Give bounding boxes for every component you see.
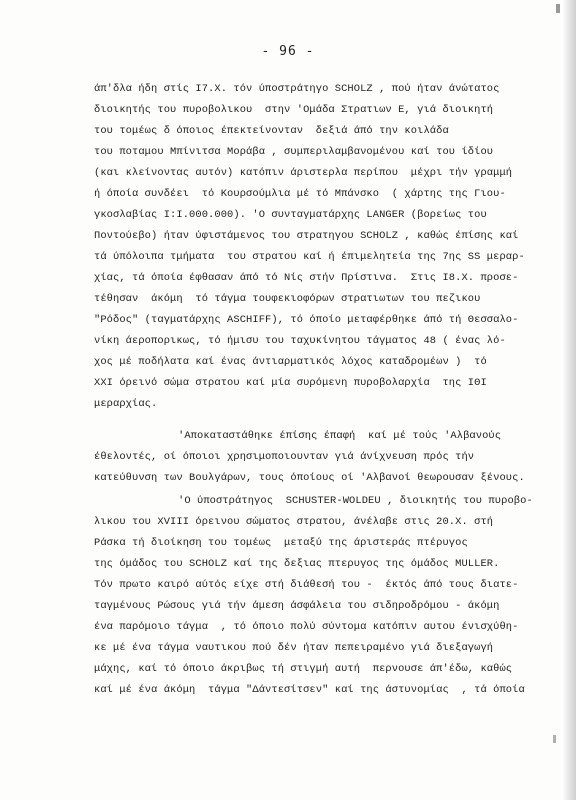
page-edge-shadow (562, 0, 576, 800)
text-line: Ποντούεβο) ήταν ύφιστάμενος του στρατηγου SCHOLZ , καθώς έπίσης καί (94, 230, 519, 242)
text-line: της όμάδος του SCHOLZ καί της δεξιας πτερυγος της όμάδος MULLER. (94, 558, 500, 570)
text-line: καί μέ ένα άκόμη τάγμα "Δάντεσίτσεν" καί της άστυνομίας , τά όποία (94, 684, 525, 696)
text-line: 'Ο ύποστράτηγος SCHUSTER-WOLDEU , διοικητής του πυροβο- (178, 495, 533, 507)
text-line: Τόν πρωτο καιρό αύτός είχε στή διάθεσή του - έκτός άπό τους διατε- (94, 579, 519, 591)
text-line: μάχης, καί τό όποιο άκριβως τή στιγμή αυτή περνουσε άπ'έδω, καθώς (94, 663, 513, 675)
text-line: μεραρχίας. (94, 398, 158, 410)
scan-mark-bottom (553, 735, 556, 743)
text-line: χίας, τά όποία έφθασαν άπό τό Νίς στήν Πρίστινα. Στις Ι8.Χ. προσε- (94, 272, 519, 284)
text-line: κε μέ ένα τάγμα ναυτικου πού δέν ήταν πεπειραμένο γιά διεξαγωγή (94, 642, 494, 654)
text-line: ή όποία συνδέει τό Κουρσούμλια μέ τό Μπάνσκο ( χάρτης της Γιου- (94, 188, 506, 200)
page-number: - 96 - (261, 44, 315, 59)
text-line: ΧΧΙ όρεινό σώμα στρατου καί μία συρόμενη πυροβολαρχία της ΙΘΙ (94, 377, 487, 389)
scan-mark-top (556, 4, 560, 13)
text-line: λικου του XVIII όρεινου σώματος στρατου, άνέλαβε στις 20.Χ. στή (94, 516, 494, 528)
text-line: διοικητής του πυροβολικου στην 'Ομάδα Στρατιων Ε, γιά διοικητή (94, 104, 494, 116)
text-line: τέθησαν άκόμη τό τάγμα τουφεκιοφόρων στρατιωτων του πεζικου (94, 293, 481, 305)
text-line: (και κλείνοντας αυτόν) κατόπιν άριστερλα περίπου μέχρι τήν γραμμή (94, 167, 513, 179)
text-line: του τομέως δ όποιος έπεκτείνονταν δεξιά άπό την κοιλάδα (94, 125, 449, 137)
text-line: του ποταμου Μπίνιτσα Μοράβα , συμπεριλαμβανομένου καί του ίδίου (94, 146, 494, 158)
text-line: ένα παρόμοιο τάγμα , τό όποιο πολύ σύντομα κατόπιν αυτου ένισχύθη- (94, 621, 519, 633)
text-line: άπ'δλα ήδη στίς Ι7.Χ. τόν ύποστράτηγο SCHOLZ , πού ήταν άνώτατος (94, 83, 500, 95)
text-line: "Ρόδος" (ταγματάρχης ASCHIFF), τό όποίο μεταφέρθηκε άπό τή Θεσσαλο- (94, 314, 519, 326)
text-line: κατεύθυνση των Βουλγάρων, τους όποίους οί 'Αλβανοί θεωρουσαν ξένους. (94, 472, 525, 484)
text-line: Ράσκα τή διοίκηση του τομέως μεταξύ της άριστεράς πτέρυγος (94, 537, 468, 549)
text-line: χος μέ ποδήλατα καί ένας άντιαρματικός λόχος καταδρομέων ) τό (94, 356, 487, 368)
text-line: νίκη άεροπορικως, τό ήμισυ του ταχυκίνητου τάγματος 48 ( ένας λό- (94, 335, 506, 347)
text-line: 'Αποκαταστάθηκε έπίσης έπαφή καί μέ τούς 'Αλβανούς (178, 430, 502, 442)
text-line: τά ύπόλοιπα τμήματα του στρατου καί ή έπιμελητεία της 7ης SS μεραρ- (94, 251, 525, 263)
text-line: έθελοντές, οί όποιοι χρησιμοποιουνταν γιά άνίχνευση πρός τήν (94, 451, 475, 463)
text-line: ταγμένους Ρώσους γιά τήν άμεση άσφάλεια του σιδηροδρόμου - άκόμη (94, 600, 500, 612)
text-line: γκοσλαβίας Ι:Ι.000.000). 'Ο συνταγματάρχης LANGER (βορείως του (94, 209, 487, 221)
